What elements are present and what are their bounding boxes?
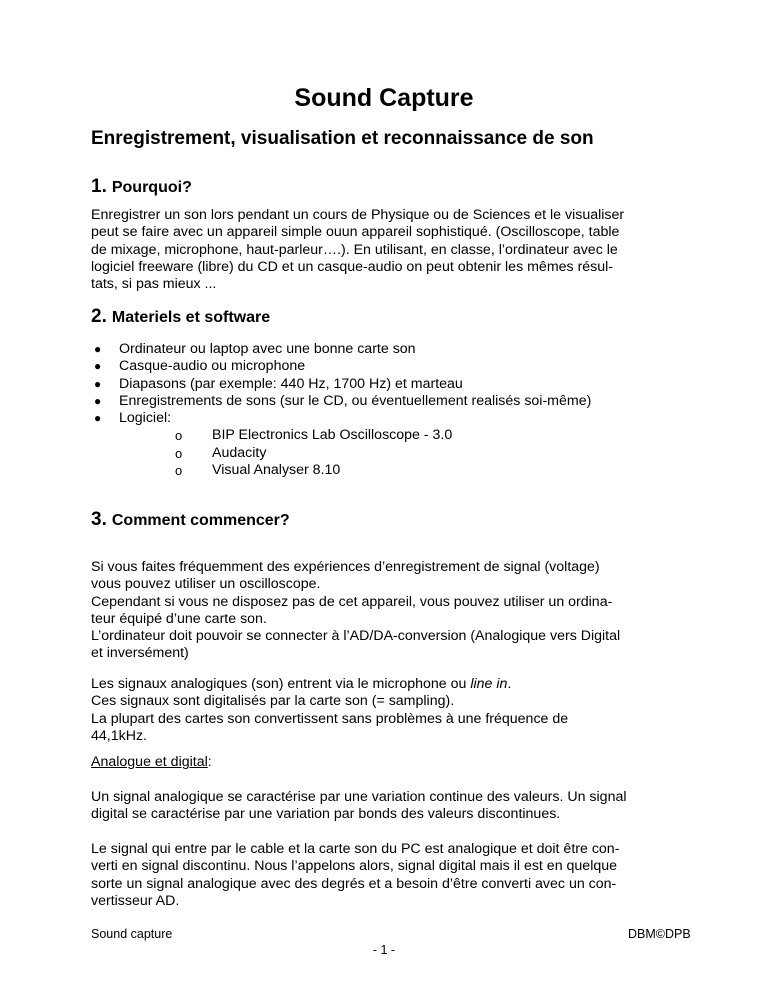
- text-line: de mixage, microphone, haut-parleur….). En utilisant, en classe, l’ordinateur avec le: [91, 241, 618, 258]
- text-line: Enregistrer un son lors pendant un cours de Physique ou de Sciences et le visualiser: [91, 207, 625, 223]
- section-3-heading: [91, 509, 290, 531]
- text-line: Le signal qui entre par le cable et la carte son du PC est analogique et doit être con-: [91, 841, 620, 857]
- text-line: vous pouvez utiliser un oscilloscope.: [91, 576, 321, 593]
- emphasis-text: line in: [470, 676, 508, 692]
- software-name: Audacity: [212, 444, 267, 461]
- section-2-heading: [91, 306, 270, 328]
- text-line: La plupart des cartes son convertissent sans problèmes à une fréquence de: [91, 710, 569, 727]
- text-line: [91, 676, 691, 693]
- list-item: [91, 376, 591, 393]
- footer-copyright: DBM©DPB: [628, 927, 691, 941]
- text-line: Un signal analogique se caractérise par une variation continue des valeurs. Un signal: [91, 789, 627, 805]
- text-line: peut se faire avec un appareil simple ouun appareil sophistiqué. (Oscilloscope, table: [91, 224, 620, 241]
- text-line: Cependant si vous ne disposez pas de cet appareil, vous pouvez utiliser un ordina-: [91, 593, 613, 610]
- list-item: [91, 393, 591, 410]
- bullet-icon: ●: [94, 393, 102, 408]
- text-line: verti en signal discontinu. Nous l’appelons alors, signal digital mais il est en quelque: [91, 858, 618, 875]
- software-name: BIP Electronics Lab Oscilloscope - 3.0: [212, 427, 453, 444]
- text-line: [91, 754, 691, 771]
- text-line: logiciel freeware (libre) du CD et un casque-audio on peut obtenir les mêmes résul-: [91, 258, 614, 275]
- document-subtitle: Enregistrement, visualisation et reconnaissance de son: [91, 128, 594, 149]
- text-run: :: [207, 754, 212, 770]
- section-1-heading: [91, 176, 192, 198]
- list-item-text: Logiciel:: [119, 410, 172, 427]
- software-item: [119, 427, 591, 444]
- software-item: [119, 445, 591, 462]
- text-line: 44,1kHz.: [91, 727, 147, 744]
- text-run: Les signaux analogiques (son) entrent via le microphone ou: [91, 676, 471, 692]
- circle-bullet-icon: o: [175, 445, 183, 461]
- text-line: L’ordinateur doit pouvoir se connecter à l’AD/DA-conversion (Analogique vers Digital: [91, 628, 621, 645]
- bullet-icon: ●: [94, 376, 102, 391]
- list-item: [91, 341, 591, 358]
- list-item-text: Ordinateur ou laptop avec une bonne carte son: [119, 341, 416, 357]
- section-number: 3.: [91, 509, 107, 530]
- bullet-icon: ●: [94, 359, 102, 374]
- list-item: [91, 358, 591, 375]
- list-item-text: Casque-audio ou microphone: [119, 358, 306, 375]
- section-number: 1.: [91, 176, 107, 197]
- underlined-label: Analogue et digital: [91, 754, 208, 770]
- section-3-paragraph-1: [91, 559, 691, 663]
- footer-title: Sound capture: [91, 927, 173, 941]
- text-line: sorte un signal analogique avec des degrés et a besoin d’être converti avec un con-: [91, 875, 617, 892]
- text-line: teur équipé d’une carte son.: [91, 610, 267, 627]
- document-title: Sound Capture: [294, 84, 474, 112]
- list-item: [91, 410, 591, 479]
- materials-list: [91, 341, 591, 479]
- bullet-icon: ●: [94, 411, 102, 426]
- section-number: 2.: [91, 306, 107, 327]
- section-1-paragraph: [91, 207, 691, 293]
- software-item: [119, 462, 591, 479]
- text-line: vertisseur AD.: [91, 892, 180, 909]
- section-title: Pourquoi?: [111, 179, 192, 196]
- text-line: tats, si pas mieux ...: [91, 276, 217, 293]
- section-3-paragraph-3: [91, 789, 691, 824]
- text-line: Si vous faites fréquemment des expériences d’enregistrement de signal (voltage): [91, 559, 600, 575]
- bullet-icon: ●: [94, 342, 102, 356]
- section-3-paragraph-4: [91, 841, 691, 910]
- page-number: - 1 -: [372, 943, 396, 957]
- list-item-text: Enregistrements de sons (sur le CD, ou éventuellement realisés soi-même): [119, 392, 592, 409]
- text-line: et inversément): [91, 645, 189, 662]
- list-item-text: Diapasons (par exemple: 440 Hz, 1700 Hz) et marteau: [119, 375, 463, 392]
- section-title: Materiels et software: [111, 309, 271, 326]
- software-name: Visual Analyser 8.10: [212, 462, 341, 479]
- circle-bullet-icon: o: [175, 463, 183, 479]
- text-run: .: [507, 676, 512, 692]
- analog-digital-label: [91, 754, 691, 771]
- circle-bullet-icon: o: [175, 428, 183, 444]
- text-line: Ces signaux sont digitalisés par la carte son (= sampling).: [91, 693, 455, 710]
- section-3-paragraph-2: [91, 676, 691, 745]
- text-line: digital se caractérise par une variation par bonds des valeurs discontinues.: [91, 806, 561, 823]
- section-title: Comment commencer?: [111, 512, 290, 529]
- software-list: [119, 427, 591, 479]
